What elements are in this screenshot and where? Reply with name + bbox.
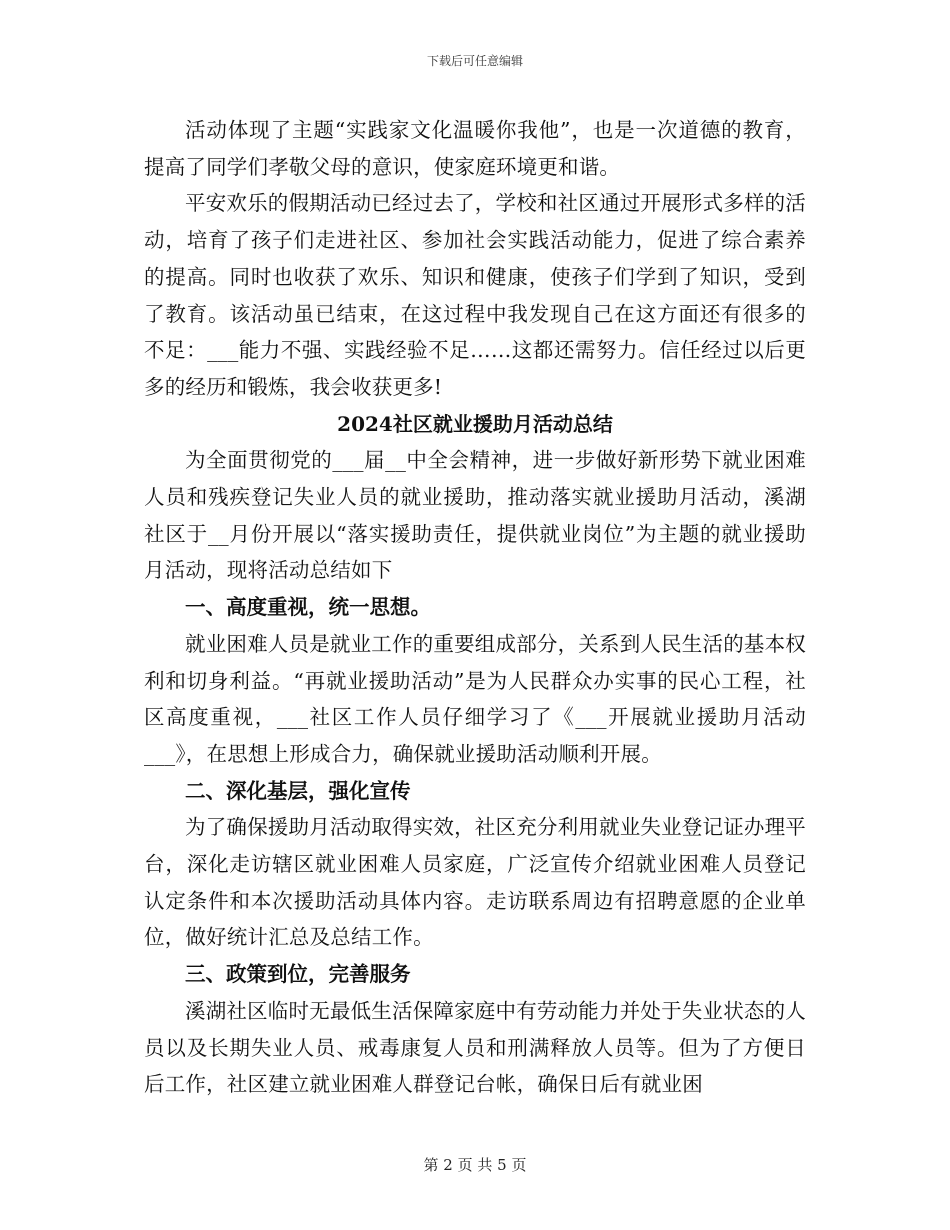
paragraph-activity-theme: 活动体现了主题“实践家文化温暖你我他”，也是一次道德的教育，提高了同学们孝敬父母的意识，使家庭环境更和谐。 [144, 118, 806, 179]
document-body [144, 112, 806, 1103]
paragraph-holiday-summary: 平安欢乐的假期活动已经过去了，学校和社区通过开展形式多样的活动，培育了孩子们走进社区、参加社会实践活动能力，促进了综合素养的提高。同时也收获了欢乐、知识和健康，使孩子们学到了知识，受到了教育。该活动虽已结束，在这过程中我发现自己在这方面还有很多的不足：___能力不强、实践经验不足……这都还需努力。信任经过以后更多的经历和锻炼，我会收获更多! [144, 191, 806, 399]
paragraph-section-2: 为了确保援助月活动取得实效，社区充分利用就业失业登记证办理平台，深化走访辖区就业困难人员家庭，广泛宣传介绍就业困难人员登记认定条件和本次援助活动具体内容。走访联系周边有招聘意愿的企业单位，做好统计汇总及总结工作。 [144, 815, 806, 950]
section-heading-2: 二、深化基层，强化宣传 [185, 778, 411, 803]
paragraph-intro: 为全面贯彻党的___届__中全会精神，进一步做好新形势下就业困难人员和残疾登记失业人员的就业援助，推动落实就业援助月活动，溪湖社区于__月份开展以“落实援助责任，提供就业岗位”为主题的就业援助月活动，现将活动总结如下 [144, 448, 806, 583]
header-note: 下载后可任意编辑 [426, 54, 523, 68]
section-heading-3: 三、政策到位，完善服务 [185, 962, 411, 987]
paragraph-section-3: 溪湖社区临时无最低生活保障家庭中有劳动能力并处于失业状态的人员以及长期失业人员、戒毒康复人员和刑满释放人员等。但为了方便日后工作，社区建立就业困难人群登记台帐，确保日后有就业困 [144, 998, 806, 1097]
section-heading-1: 一、高度重视，统一思想。 [185, 595, 431, 620]
page-number-footer: 第 2 页 共 5 页 [423, 1156, 527, 1174]
document-title: 2024社区就业援助月活动总结 [337, 411, 613, 436]
paragraph-section-1: 就业困难人员是就业工作的重要组成部分，关系到人民生活的基本权利和切身利益。“再就业援助活动”是为人民群众办实事的民心工程，社区高度重视，___社区工作人员仔细学习了《___开展就业援助月活动___》，在思想上形成合力，确保就业援助活动顺利开展。 [144, 631, 806, 766]
